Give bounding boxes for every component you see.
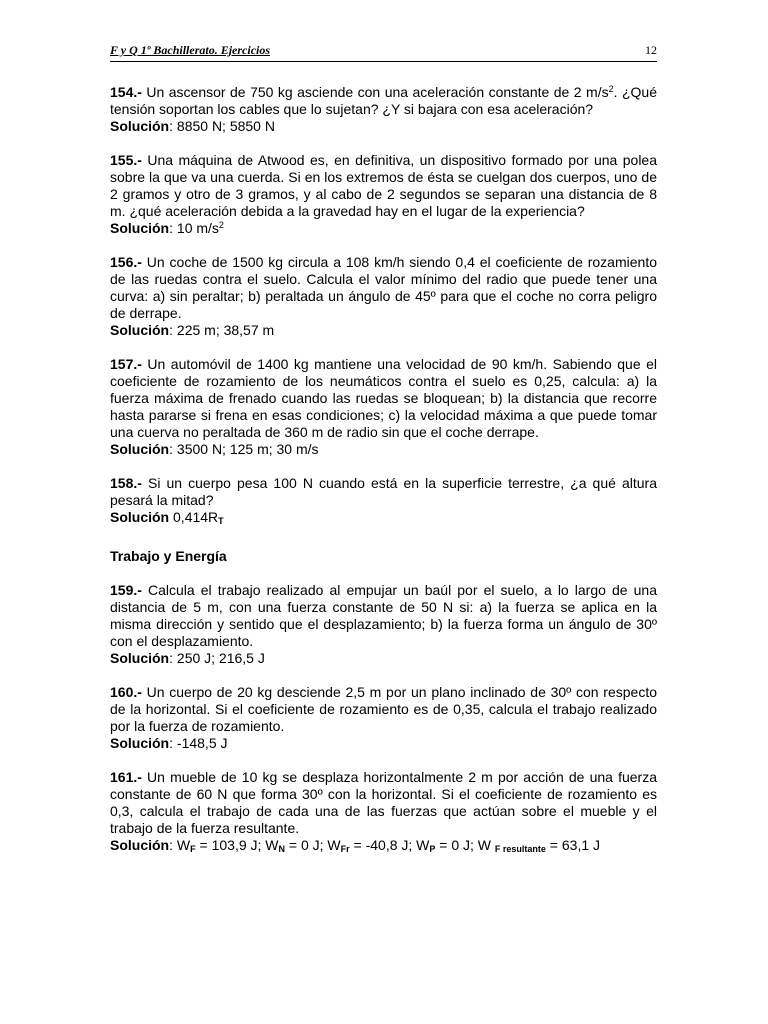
solution-value: : 250 J; 216,5 J bbox=[169, 650, 265, 666]
solution-label: Solución bbox=[110, 509, 170, 525]
header-title: F y Q 1º Bachillerato. Ejercicios bbox=[110, 43, 271, 57]
problem-statement bbox=[110, 684, 657, 735]
problem-number: 154.- bbox=[110, 84, 142, 100]
subscript: T bbox=[218, 516, 224, 526]
problem-159 bbox=[110, 582, 657, 667]
solution-value: : 8850 N; 5850 N bbox=[169, 118, 275, 134]
subscript: Fr bbox=[340, 844, 350, 854]
exercise-list bbox=[110, 84, 657, 871]
solution-label: Solución bbox=[110, 220, 170, 236]
problem-text: Un ascensor de 750 kg asciende con una aceleración constante de 2 m/s bbox=[141, 84, 609, 100]
solution-label: Solución bbox=[110, 441, 170, 457]
problem-text: Un mueble de 10 kg se desplaza horizontalmente 2 m por acción de una fuerza constante de 60 N que forma 30º con la horizontal. Si el coeficiente de rozamiento es 0,3, calcula el trabajo de cada una de las fuerzas que actúan sobre el mueble y el trabajo de la fuerza resultante. bbox=[110, 769, 657, 836]
problem-number: 160.- bbox=[110, 684, 142, 700]
solution bbox=[110, 650, 657, 667]
subscript: F bbox=[190, 844, 196, 854]
problem-157 bbox=[110, 356, 657, 458]
problem-number: 158.- bbox=[110, 475, 142, 491]
solution bbox=[110, 509, 657, 526]
page-number: 12 bbox=[645, 43, 657, 57]
subscript: F resultante bbox=[494, 844, 546, 854]
solution-value: 0,414R bbox=[169, 509, 219, 525]
problem-154 bbox=[110, 84, 657, 135]
problem-statement bbox=[110, 356, 657, 441]
problem-number: 156.- bbox=[110, 254, 142, 270]
solution bbox=[110, 322, 657, 339]
problem-statement bbox=[110, 152, 657, 220]
problem-text: Un cuerpo de 20 kg desciende 2,5 m por un plano inclinado de 30º con respecto de la horizontal. Si el coeficiente de rozamiento es de 0,35, calcula el trabajo realizado por la fuerza de rozamiento. bbox=[110, 684, 657, 734]
subscript: N bbox=[278, 844, 285, 854]
subscript: P bbox=[429, 844, 436, 854]
problem-text: Una máquina de Atwood es, en definitiva, un dispositivo formado por una polea sobre la que va una cuerda. Si en los extremos de ésta se cuelgan dos cuerpos, uno de 2 gramos y otro de 3 gramos, y al cabo de 2 segundos se separan una distancia de 8 m. ¿qué aceleración debida a la gravedad hay en el lugar de la experiencia? bbox=[110, 152, 657, 219]
problem-statement bbox=[110, 475, 657, 509]
problem-text: Calcula el trabajo realizado al empujar un baúl por el suelo, a lo largo de una distancia de 5 m, con una fuerza constante de 50 N si: a) la fuerza se aplica en la misma dirección y sentido que el desplazamiento; b) la fuerza forma un ángulo de 30º con el desplazamiento. bbox=[110, 582, 657, 649]
problem-number: 159.- bbox=[110, 582, 142, 598]
solution-value: : 225 m; 38,57 m bbox=[169, 322, 275, 338]
solution-value: = 103,9 J; W bbox=[195, 837, 279, 853]
solution bbox=[110, 735, 657, 752]
problem-161 bbox=[110, 769, 657, 854]
solution-label: Solución bbox=[110, 837, 170, 853]
problem-158 bbox=[110, 475, 657, 526]
solution-value: : 3500 N; 125 m; 30 m/s bbox=[169, 441, 319, 457]
problem-160 bbox=[110, 684, 657, 752]
solution bbox=[110, 220, 657, 237]
solution-value: = 0 J; W bbox=[435, 837, 495, 853]
solution-value: = 63,1 J bbox=[545, 837, 601, 853]
problem-text: Un coche de 1500 kg circula a 108 km/h siendo 0,4 el coeficiente de rozamiento de las ruedas contra el suelo. Calcula el valor mínimo del radio que puede tener una curva: a) sin peraltar; b) peraltada un ángulo de 45º para que el coche no corra peligro de derrape. bbox=[110, 254, 657, 321]
superscript: 2 bbox=[608, 84, 614, 94]
problem-text-cont: . ¿Qué tensión soportan los cables que lo sujetan? ¿Y si bajara con esa aceleración? bbox=[110, 84, 657, 117]
problem-statement bbox=[110, 769, 657, 837]
problem-155 bbox=[110, 152, 657, 237]
solution-value: : 10 m/s bbox=[169, 220, 219, 236]
problem-statement bbox=[110, 254, 657, 322]
page-header bbox=[110, 43, 657, 62]
section-title: Trabajo y Energía bbox=[110, 548, 227, 564]
problem-number: 155.- bbox=[110, 152, 142, 168]
problem-number: 161.- bbox=[110, 769, 142, 785]
problem-statement bbox=[110, 84, 657, 118]
solution bbox=[110, 441, 657, 458]
solution bbox=[110, 837, 657, 854]
problem-number: 157.- bbox=[110, 356, 142, 372]
superscript: 2 bbox=[218, 220, 224, 230]
problem-text: Si un cuerpo pesa 100 N cuando está en la superficie terrestre, ¿a qué altura pesará la mitad? bbox=[110, 475, 657, 508]
solution-label: Solución bbox=[110, 650, 170, 666]
solution-value: : W bbox=[169, 837, 191, 853]
solution-label: Solución bbox=[110, 322, 170, 338]
solution-value: = -40,8 J; W bbox=[349, 837, 430, 853]
solution-label: Solución bbox=[110, 118, 170, 134]
solution-value: = 0 J; W bbox=[285, 837, 341, 853]
solution-label: Solución bbox=[110, 735, 170, 751]
problem-text: Un automóvil de 1400 kg mantiene una velocidad de 90 km/h. Sabiendo que el coeficiente de rozamiento de los neumáticos contra el suelo es 0,25, calcula: a) la fuerza máxima de frenado cuando las ruedas se bloquean; b) la distancia que recorre hasta pararse si frena en esas condiciones; c) la velocidad máxima a que puede tomar una cuerva no peraltada de 360 m de radio sin que el coche derrape. bbox=[110, 356, 657, 440]
solution bbox=[110, 118, 657, 135]
solution-value: : -148,5 J bbox=[169, 735, 228, 751]
problem-statement bbox=[110, 582, 657, 650]
problem-156 bbox=[110, 254, 657, 339]
